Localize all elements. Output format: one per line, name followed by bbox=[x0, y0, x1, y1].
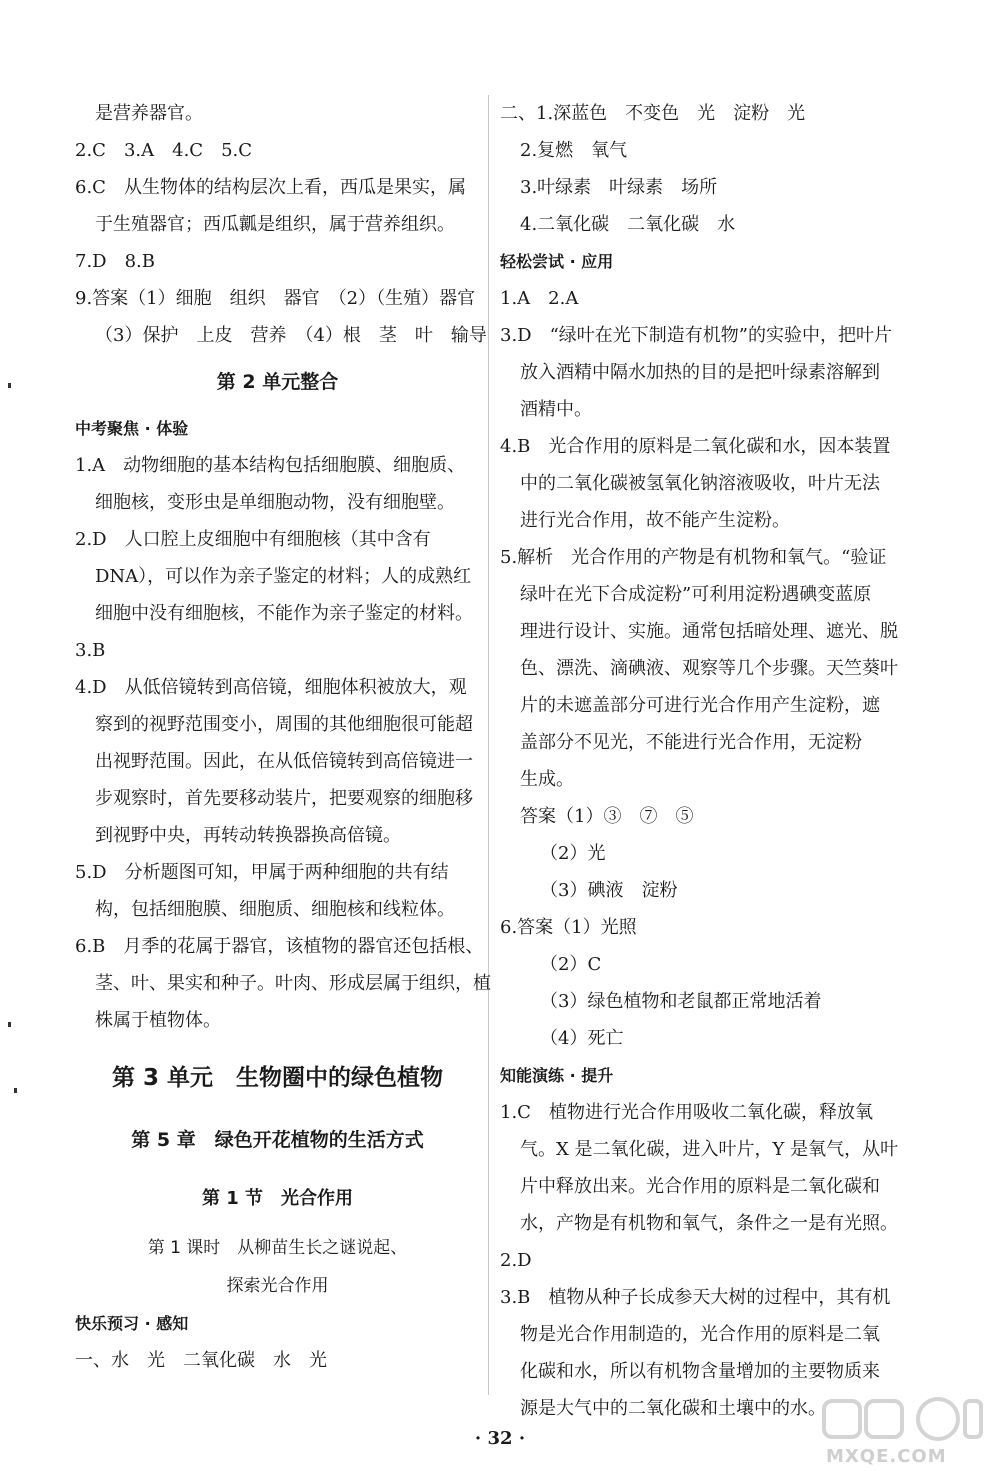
section-heading: 中考聚焦 · 体验 bbox=[75, 419, 189, 438]
text-line: （3）保护 上皮 营养 （4）根 茎 叶 输导 bbox=[95, 325, 487, 346]
answer-line: 2.D bbox=[500, 1250, 532, 1271]
text-line: 于生殖器官；西瓜瓤是组织，属于营养组织。 bbox=[95, 214, 455, 235]
answer-line: 4.二氧化碳 二氧化碳 水 bbox=[520, 214, 736, 235]
lesson-heading-line-1: 第 1 课时 从柳苗生长之谜说起、 bbox=[147, 1238, 408, 1258]
page-number-dot-left-icon: · bbox=[474, 1428, 482, 1449]
answer-line: 2.C 3.A 4.C 5.C bbox=[75, 140, 253, 161]
column-divider bbox=[488, 95, 489, 1395]
answer-line: 5.D 分析题图可知，甲属于两种细胞的共有结 bbox=[75, 862, 449, 883]
unit-3-heading: 第 3 单元 生物圈中的绿色植物 bbox=[111, 1065, 444, 1091]
answer-line: 一、水 光 二氧化碳 水 光 bbox=[75, 1350, 327, 1371]
answer-line: （4）死亡 bbox=[540, 1028, 624, 1049]
watermark-text: MXQE.COM bbox=[826, 1446, 947, 1467]
section-heading: 轻松尝试 · 应用 bbox=[500, 252, 614, 271]
text-line: 细胞中没有细胞核，不能作为亲子鉴定的材料。 bbox=[95, 603, 473, 624]
answer-line: （2）光 bbox=[540, 843, 606, 864]
text-line: 水，产物是有机物和氧气，条件之一是有光照。 bbox=[520, 1213, 898, 1234]
text-line: 化碳和水，所以有机物含量增加的主要物质来 bbox=[520, 1361, 880, 1382]
right-column bbox=[500, 95, 915, 1427]
text-line: 酒精中。 bbox=[520, 399, 592, 420]
answer-line: （2）C bbox=[540, 954, 602, 975]
answer-line: （3）碘液 淀粉 bbox=[540, 880, 678, 901]
text-line: 色、漂洗、滴碘液、观察等几个步骤。天竺葵叶 bbox=[520, 658, 898, 679]
text-line: 气。X 是二氧化碳，进入叶片，Y 是氧气，从叶 bbox=[520, 1139, 899, 1160]
unit-2-heading: 第 2 单元整合 bbox=[216, 371, 339, 393]
chapter-5-heading: 第 5 章 绿色开花植物的生活方式 bbox=[131, 1129, 424, 1151]
text-line: 到视野中央，再转动转换器换高倍镜。 bbox=[95, 825, 401, 846]
text-line: 理进行设计、实施。通常包括暗处理、遮光、脱 bbox=[520, 621, 898, 642]
text-line: 茎、叶、果实和种子。叶肉、形成层属于组织，植 bbox=[95, 973, 491, 994]
lesson-heading-line-2: 探索光合作用 bbox=[226, 1276, 329, 1296]
scan-speck bbox=[14, 1088, 17, 1093]
scan-speck bbox=[8, 383, 11, 388]
scan-speck bbox=[8, 1022, 11, 1027]
text-line: 是营养器官。 bbox=[95, 103, 203, 124]
text-line: DNA），可以作为亲子鉴定的材料；人的成熟红 bbox=[95, 566, 472, 587]
text-line: 放入酒精中隔水加热的目的是把叶绿素溶解到 bbox=[520, 362, 880, 383]
text-line: 片中释放出来。光合作用的原料是二氧化碳和 bbox=[520, 1176, 880, 1197]
answer-line: 6.C 从生物体的结构层次上看，西瓜是果实，属 bbox=[75, 177, 466, 198]
answer-line: 4.D 从低倍镜转到高倍镜，细胞体积被放大，观 bbox=[75, 677, 467, 698]
answer-line: 7.D 8.B bbox=[75, 251, 156, 272]
text-line: 细胞核，变形虫是单细胞动物，没有细胞壁。 bbox=[95, 492, 455, 513]
answer-line: 3.叶绿素 叶绿素 场所 bbox=[520, 177, 718, 198]
text-line: 片的未遮盖部分可进行光合作用产生淀粉，遮 bbox=[520, 695, 880, 716]
answer-line: 1.A 2.A bbox=[500, 288, 579, 309]
text-line: 构，包括细胞膜、细胞质、细胞核和线粒体。 bbox=[95, 899, 455, 920]
text-line: 步观察时，首先要移动装片，把要观察的细胞移 bbox=[95, 788, 473, 809]
answer-line: 3.B bbox=[75, 640, 106, 661]
section-heading: 知能演练 · 提升 bbox=[500, 1066, 614, 1085]
answer-line: （3）绿色植物和老鼠都正常地活着 bbox=[540, 991, 822, 1012]
page-number-text: 32 bbox=[487, 1428, 513, 1449]
section-heading: 快乐预习 · 感知 bbox=[75, 1314, 189, 1333]
text-line: 生成。 bbox=[520, 769, 574, 790]
answer-line: 4.B 光合作用的原料是二氧化碳和水，因本装置 bbox=[500, 436, 891, 457]
answer-line: 3.D “绿叶在光下制造有机物”的实验中，把叶片 bbox=[500, 325, 893, 346]
answer-line: 3.B 植物从种子长成参天大树的过程中，其有机 bbox=[500, 1287, 891, 1308]
answer-line: 6.答案（1）光照 bbox=[500, 917, 637, 938]
text-line: 盖部分不见光，不能进行光合作用，无淀粉 bbox=[520, 732, 862, 753]
text-line: 出视野范围。因此，在从低倍镜转到高倍镜进一 bbox=[95, 751, 473, 772]
text-line: 物是光合作用制造的，光合作用的原料是二氧 bbox=[520, 1324, 880, 1345]
text-line: 中的二氧化碳被氢氧化钠溶液吸收，叶片无法 bbox=[520, 473, 880, 494]
answer-line: 9.答案（1）细胞 组织 器官 （2）（生殖）器官 bbox=[75, 288, 476, 309]
text-line: 源是大气中的二氧化碳和土壤中的水。 bbox=[520, 1398, 826, 1419]
answer-line: 6.B 月季的花属于器官，该植物的器官还包括根、 bbox=[75, 936, 484, 957]
page-number-dot-right-icon: · bbox=[518, 1428, 526, 1449]
text-line: 株属于植物体。 bbox=[95, 1010, 221, 1031]
section-1-heading: 第 1 节 光合作用 bbox=[201, 1188, 354, 1209]
text-line: 绿叶在光下合成淀粉”可利用淀粉遇碘变蓝原 bbox=[520, 584, 872, 605]
text-line: 进行光合作用，故不能产生淀粉。 bbox=[520, 510, 790, 531]
answer-line: 5.解析 光合作用的产物是有机物和氧气。“验证 bbox=[500, 547, 887, 568]
answer-line: 二、1.深蓝色 不变色 光 淀粉 光 bbox=[500, 103, 806, 124]
answer-line: 1.A 动物细胞的基本结构包括细胞膜、细胞质、 bbox=[75, 455, 466, 476]
answer-line: 2.复燃 氧气 bbox=[520, 140, 628, 161]
left-column bbox=[75, 95, 491, 1379]
answer-line: 答案（1）③ ⑦ ⑤ bbox=[520, 806, 694, 827]
text-line: 察到的视野范围变小，周围的其他细胞很可能超 bbox=[95, 714, 473, 735]
answer-line: 1.C 植物进行光合作用吸收二氧化碳，释放氧 bbox=[500, 1102, 873, 1123]
answer-line: 2.D 人口腔上皮细胞中有细胞核（其中含有 bbox=[75, 529, 431, 550]
